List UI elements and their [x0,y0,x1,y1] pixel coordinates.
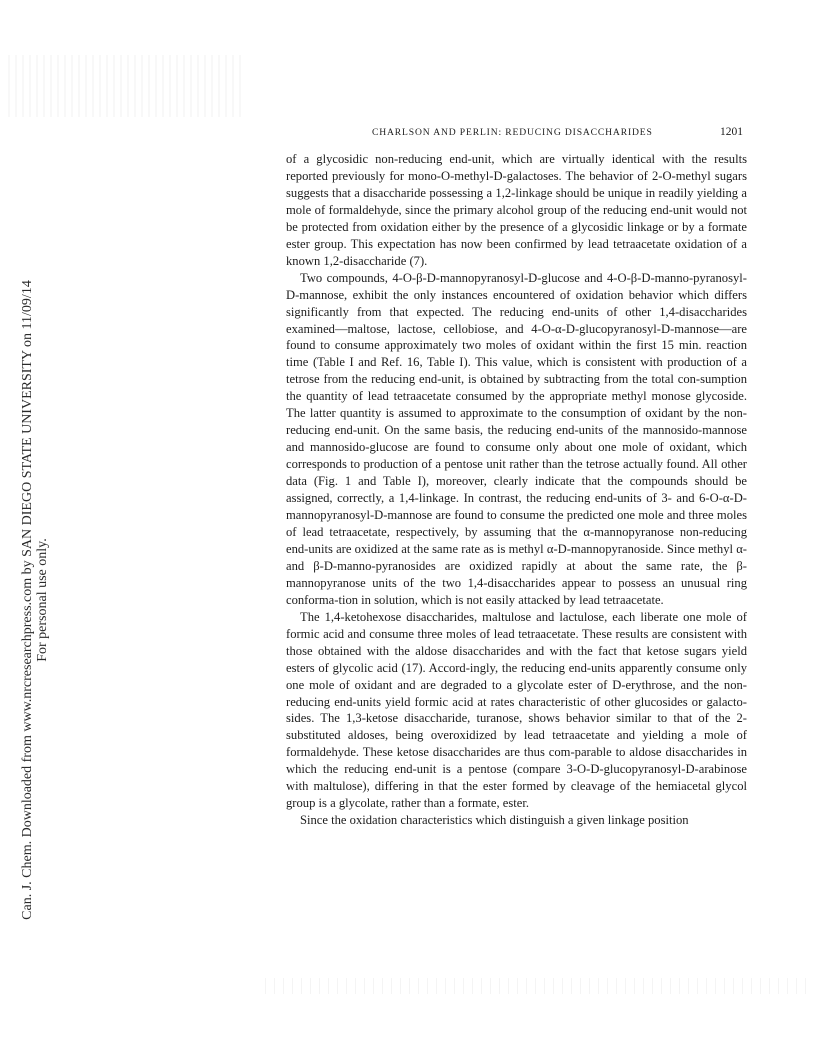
paragraph-1: of a glycosidic non-reducing end-unit, which are virtually identical with the results reported previously for mono-O-methyl-D-galactoses. The behavior of 2-O-methyl sugars suggests that a disaccharide possessing a 1,2-linkage should be unique in readily yielding a mole of formaldehyde, since the primary alcohol group of the reducing end-unit would not be protected from oxidation either by the presence of a glycosidic linkage or by a formate ester group. This expectation has now been confirmed by lead tetraacetate oxidation of a known 1,2-disaccharide (7). [286,152,747,268]
download-notice [20,200,50,1000]
scan-artifact-bottom [265,978,810,994]
running-title: CHARLSON AND PERLIN: REDUCING DISACCHARIDES [372,127,653,138]
paragraph-4: Since the oxidation characteristics which distinguish a given linkage position [300,813,689,828]
article-body [286,151,747,829]
scan-artifact-top-left [8,55,244,117]
running-header [0,127,816,143]
download-notice-line-1: Can. J. Chem. Downloaded from www.nrcresearchpress.com by SAN DIEGO STATE UNIVERSITY on 11/09/14 [20,280,35,920]
download-notice-line-2: For personal use only. [35,538,50,662]
paragraph-2: Two compounds, 4-O-β-D-mannopyranosyl-D-glucose and 4-O-β-D-manno-pyranosyl-D-mannose, exhibit the only instances encountered of oxidation behavior which differs significantly from that expected. The reducing end-units of other 1,4-disaccharides examined—maltose, lactose, cellobiose, and 4-O-α-D-glucopyranosyl-D-mannose—are found to consume approximately two moles of oxidant within the first 15 min. reaction time (Table I and Ref. 16, Table I). This value, which is consistent with production of a tetrose from the reducing end-unit, is obtained by subtracting from the total con-sumption the quantity of lead tetraacetate consumed by the appropriate methyl monose glycoside. The latter quantity is assumed to approximate to the consumption of oxidant by the non-reducing end-unit. On the same basis, the reducing end-units of the mannosido-mannose and mannosido-glucose are found to consume only about one mole of oxidant, which corresponds to production of a pentose unit rather than the tetrose actually found. All other data (Fig. 1 and Table I), moreover, clearly indicate that the compounds should be assigned, correctly, a 1,4-linkage. In contrast, the reducing end-units of 3- and 6-O-α-D-mannopyranosyl-D-mannose are found to consume the predicted one mole and three moles of lead tetraacetate, respectively, by assuming that the α-mannopyranose non-reducing end-units are oxidized at the same rate as is methyl α-D-mannopyranoside. Since methyl α- and β-D-manno-pyranosides are oxidized rapidly at about the same rate, the β-mannopyranose units of the two 1,4-disaccharides appear to possess an unusual ring conforma-tion in solution, which is not easily attacked by lead tetraacetate. [286,270,747,607]
paragraph-3: The 1,4-ketohexose disaccharides, maltulose and lactulose, each liberate one mole of formic acid and consume three moles of lead tetraacetate. These results are consistent with those obtained with the aldose disaccharides and with the fact that ketose sugars yield esters of glycolic acid (17). Accord-ingly, the reducing end-units apparently consume only one mole of oxidant and are degraded to a glycolate ester of D-erythrose, and the non-reducing end-units yield formic acid at rates characteristic of other glucosides or galacto-sides. The 1,3-ketose disaccharide, turanose, shows behavior similar to that of the 2-substituted aldoses, being overoxidized by lead tetraacetate and yielding a mole of formaldehyde. These ketose disaccharides are thus com-parable to aldose disaccharides in which the reducing end-unit is a pentose (compare 3-O-D-glucopyranosyl-D-arabinose with maltulose), differing in that the ester formed by cleavage of the hemiacetal glycol group is a glycolate, rather than a formate, ester. [286,609,747,811]
page-number: 1201 [720,126,743,138]
